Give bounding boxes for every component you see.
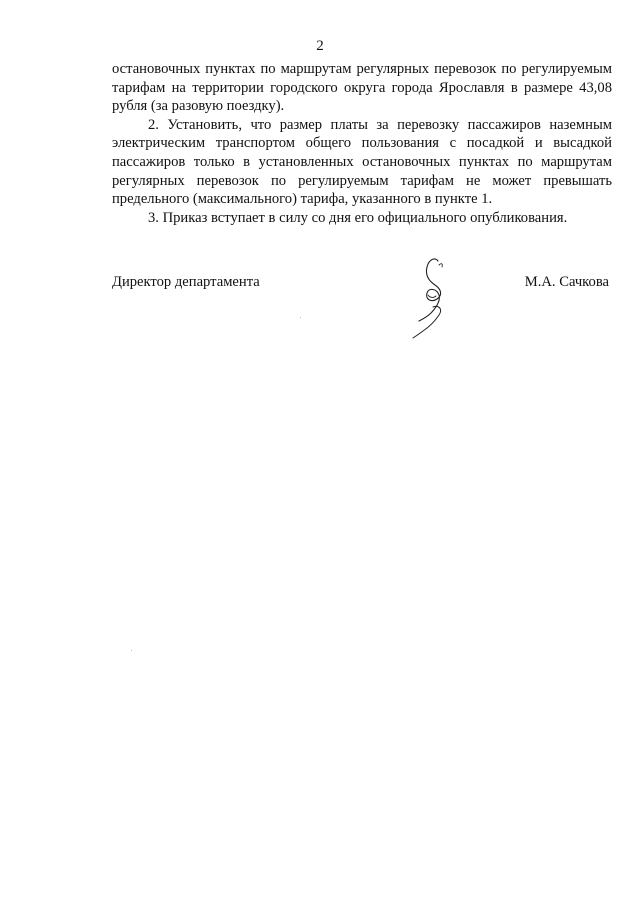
paragraph-item-3: 3. Приказ вступает в силу со дня его официального опубликования.: [148, 209, 568, 226]
signatory-name: М.А. Сачкова: [524, 274, 609, 290]
document-body: [112, 60, 612, 227]
paragraph-item-2: 2. Установить, что размер платы за перевозку пассажиров наземным электрическим транспортом общего пользования с посадкой и высадкой пассажиров только в установленных остановочных пунктах по маршрутам регулярных перевозок по регулируемым тарифам не может превышать предельного (максимального) тарифа, указанного в пункте 1.: [112, 116, 612, 208]
page-number: 2: [316, 38, 324, 54]
scan-speck: [300, 317, 301, 318]
scan-speck: [131, 650, 132, 651]
paragraph-1-continuation: остановочных пунктах по маршрутам регулярных перевозок по регулируемым тарифам на территории городского округа города Ярославля в размере 43,08 рубля (за разовую поездку).: [112, 61, 612, 115]
signatory-position: Директор департамента: [112, 274, 260, 290]
signature-block: [112, 273, 612, 295]
handwritten-signature-icon: [405, 255, 460, 340]
